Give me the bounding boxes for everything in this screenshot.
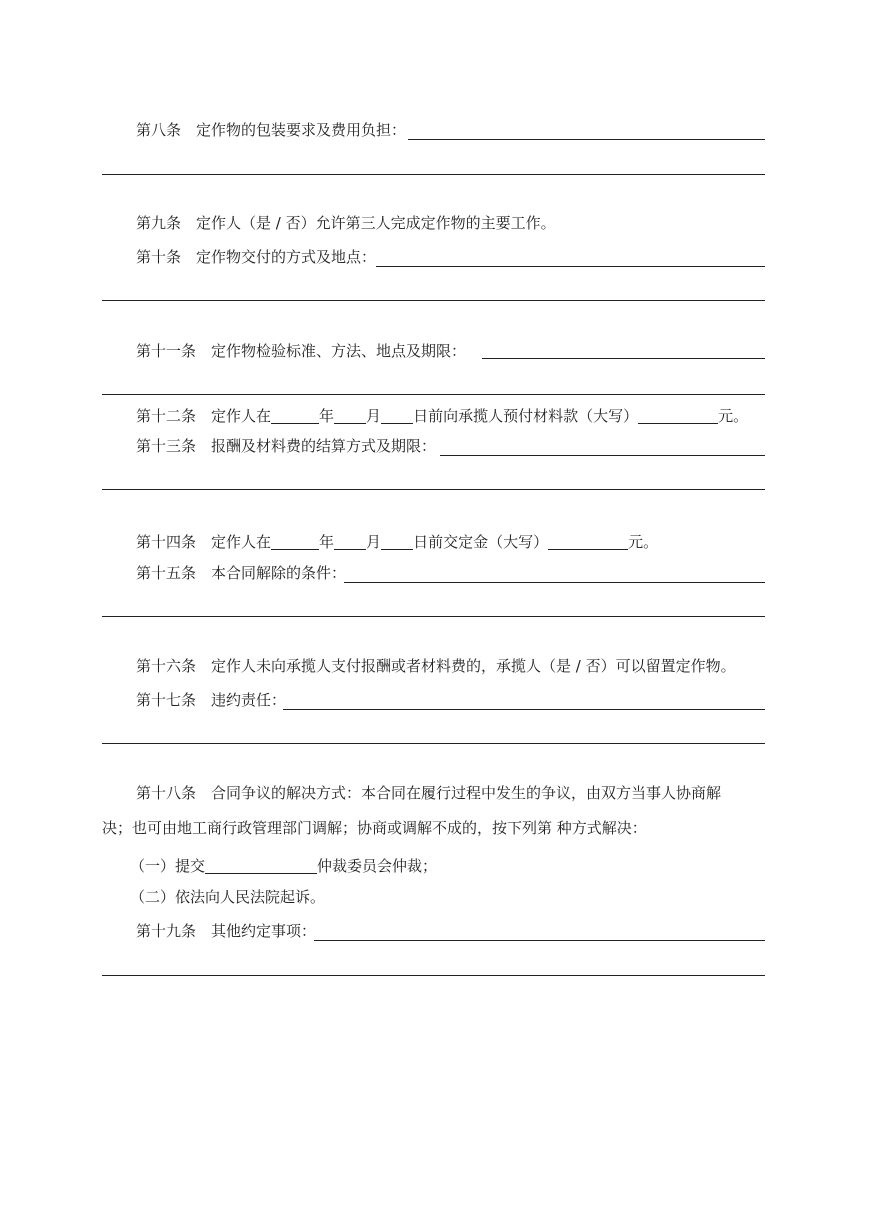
article-14-day-blank[interactable] (381, 532, 413, 550)
article-13-fill-line[interactable] (440, 455, 765, 456)
article-8-text: 定作物的包装要求及费用负担： (196, 121, 407, 139)
article-14-text-5: 元。 (628, 533, 659, 551)
article-11-extra-line[interactable] (102, 394, 765, 395)
article-10-fill-line[interactable] (376, 266, 765, 267)
article-9 (136, 213, 556, 233)
article-12 (136, 403, 748, 423)
article-16 (136, 656, 736, 676)
article-12-year-blank[interactable] (271, 406, 319, 424)
article-18-line-2 (102, 818, 647, 838)
article-16-number: 第十六条 (136, 657, 197, 675)
article-10-number: 第十条 (136, 248, 182, 266)
article-8-extra-line[interactable] (102, 174, 765, 175)
article-17-number: 第十七条 (136, 691, 197, 709)
article-19-extra-line[interactable] (102, 975, 765, 976)
article-17-extra-line[interactable] (102, 743, 765, 744)
article-14-text-2: 年 (319, 533, 335, 551)
article-12-text-2: 年 (319, 407, 335, 425)
article-9-text: 定作人（是 / 否）允许第三人完成定作物的主要工作。 (196, 214, 556, 232)
article-15-number: 第十五条 (136, 564, 197, 582)
article-13-number: 第十三条 (136, 437, 197, 455)
article-12-text-3: 月 (366, 407, 382, 425)
article-8-number: 第八条 (136, 121, 182, 139)
article-10-text: 定作物交付的方式及地点： (196, 248, 377, 266)
article-10 (136, 247, 376, 267)
article-15 (136, 563, 346, 583)
article-16-text: 定作人未向承揽人支付报酬或者材料费的，承揽人（是 / 否）可以留置定作物。 (211, 657, 736, 675)
article-9-number: 第九条 (136, 214, 182, 232)
article-14-number: 第十四条 (136, 533, 197, 551)
option-1-text-a: （一）提交 (130, 857, 206, 875)
article-18-option-1 (130, 853, 437, 873)
article-11 (136, 341, 466, 361)
article-19-text: 其他约定事项： (211, 922, 317, 940)
article-17-text: 违约责任： (211, 691, 287, 709)
article-15-text: 本合同解除的条件： (211, 564, 347, 582)
article-11-fill-line[interactable] (482, 358, 765, 359)
article-8 (136, 120, 406, 140)
article-18-option-2 (130, 887, 325, 907)
article-12-day-blank[interactable] (381, 406, 413, 424)
article-15-extra-line[interactable] (102, 616, 765, 617)
article-12-month-blank[interactable] (334, 406, 366, 424)
article-19-fill-line[interactable] (314, 940, 765, 941)
article-18-line-1 (136, 783, 721, 803)
article-10-extra-line[interactable] (102, 300, 765, 301)
article-17 (136, 690, 286, 710)
article-11-number: 第十一条 (136, 342, 197, 360)
article-18-text-2: 决；也可由地工商行政管理部门调解；协商或调解不成的，按下列第 种方式解决： (102, 819, 647, 837)
article-11-text: 定作物检验标准、方法、地点及期限： (211, 342, 467, 360)
article-14-text-1: 定作人在 (211, 533, 272, 551)
article-14-text-4: 日前交定金（大写） (413, 533, 549, 551)
article-13 (136, 436, 436, 456)
article-17-fill-line[interactable] (283, 709, 765, 710)
article-14-year-blank[interactable] (271, 532, 319, 550)
article-19 (136, 921, 316, 941)
article-12-text-1: 定作人在 (211, 407, 272, 425)
article-19-number: 第十九条 (136, 922, 197, 940)
arbitration-committee-blank[interactable] (205, 856, 317, 874)
article-13-extra-line[interactable] (102, 489, 765, 490)
article-14-amount-blank[interactable] (548, 532, 628, 550)
article-8-fill-line[interactable] (408, 139, 765, 140)
option-1-text-b: 仲裁委员会仲裁； (317, 857, 438, 875)
article-14 (136, 529, 658, 549)
option-2-text: （二）依法向人民法院起诉。 (130, 888, 326, 906)
article-12-amount-blank[interactable] (638, 406, 718, 424)
article-14-text-3: 月 (366, 533, 382, 551)
article-18-text-1: 合同争议的解决方式：本合同在履行过程中发生的争议，由双方当事人协商解 (211, 784, 722, 802)
article-18-number: 第十八条 (136, 784, 197, 802)
article-15-fill-line[interactable] (344, 582, 765, 583)
article-12-text-5: 元。 (718, 407, 749, 425)
article-12-text-4: 日前向承揽人预付材料款（大写） (413, 407, 639, 425)
article-14-month-blank[interactable] (334, 532, 366, 550)
article-13-text: 报酬及材料费的结算方式及期限： (211, 437, 437, 455)
article-12-number: 第十二条 (136, 407, 197, 425)
